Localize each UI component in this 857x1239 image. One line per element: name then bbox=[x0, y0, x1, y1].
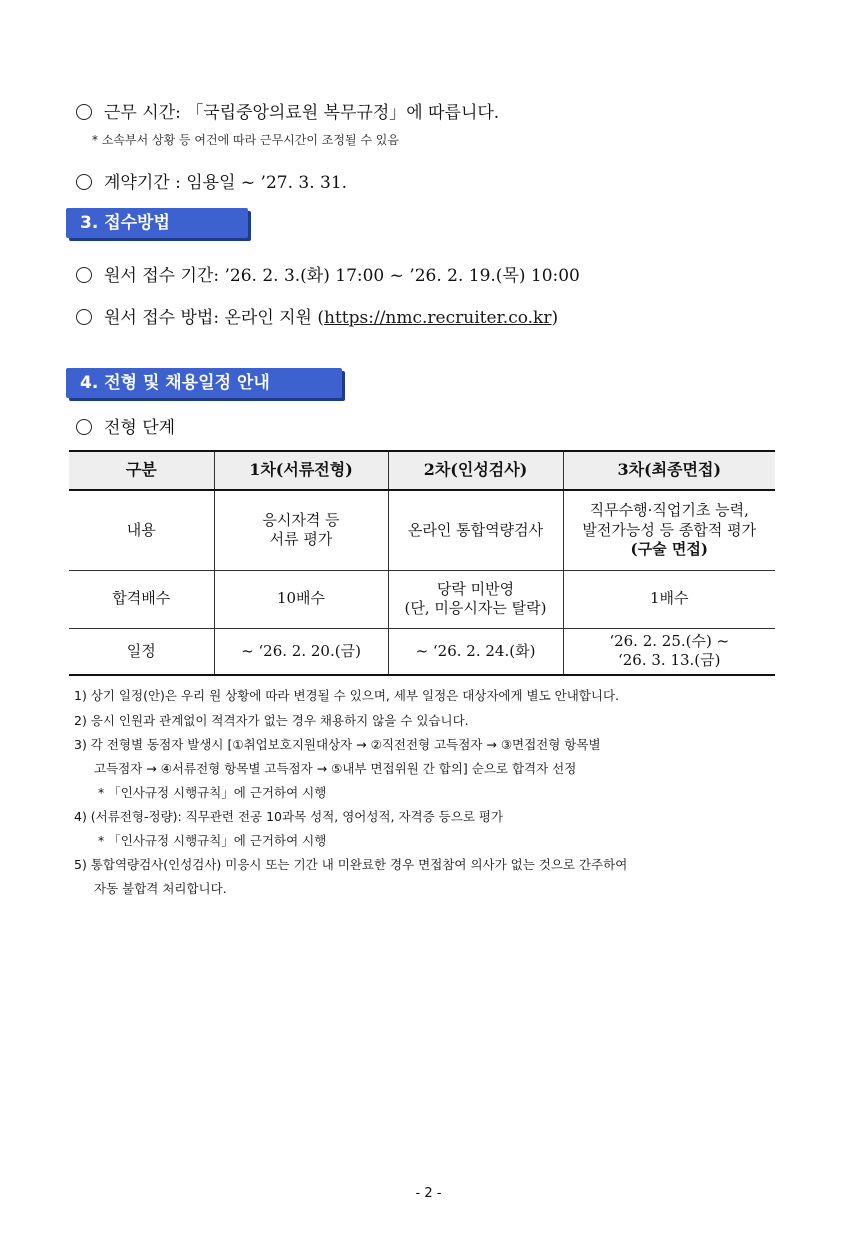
footnote-4-note: * 「인사규정 시행규칙」에 근거하여 시행 bbox=[98, 833, 327, 848]
footnote-5-continued: 자동 불합격 처리합니다. bbox=[94, 881, 227, 896]
stage-label-item bbox=[76, 413, 175, 438]
application-url-link[interactable]: https://nmc.recruiter.co.kr bbox=[324, 308, 552, 328]
footnote-3: 3) 각 전형별 동점자 발생시 [①취업보호지원대상자 → ②직전전형 고득점자 → ③면접전형 항목별 bbox=[74, 737, 601, 752]
row-label: 일정 bbox=[69, 628, 214, 675]
table-row bbox=[69, 570, 775, 628]
cell-line: 발전가능성 등 종합적 평가 bbox=[582, 520, 757, 539]
footnote-5: 5) 통합역량검사(인성검사) 미응시 또는 기간 내 미완료한 경우 면접참여 의사가 없는 것으로 간주하여 bbox=[74, 857, 628, 872]
circle-bullet-icon bbox=[76, 104, 92, 120]
footnote-2: 2) 응시 인원과 관계없이 적격자가 없는 경우 채용하지 않을 수 있습니다. bbox=[74, 713, 469, 728]
footnote-4: 4) (서류전형-정량): 직무관련 전공 10과목 성적, 영어성적, 자격증 등으로 평가 bbox=[74, 809, 504, 824]
table-row bbox=[69, 490, 775, 570]
work-hours-text: 근무 시간: 「국립중앙의료원 복무규정」에 따릅니다. bbox=[104, 103, 500, 123]
footnote-1: 1) 상기 일정(안)은 우리 원 상황에 따라 변경될 수 있으며, 세부 일정은 대상자에게 별도 안내합니다. bbox=[74, 688, 620, 703]
application-method-item bbox=[76, 303, 558, 328]
header-stage-1: 1차(서류전형) bbox=[214, 451, 388, 490]
cell-line: ~ ‘26. 2. 20.(금) bbox=[241, 641, 361, 660]
header-stage-3: 3차(최종면접) bbox=[563, 451, 775, 490]
cell-line: (구술 면접) bbox=[630, 540, 708, 558]
cell-line: ~ ‘26. 2. 24.(화) bbox=[415, 641, 536, 660]
cell-line: 온라인 통합역량검사 bbox=[407, 520, 544, 539]
circle-bullet-icon bbox=[76, 267, 92, 283]
section-4-heading: 4. 전형 및 채용일정 안내 bbox=[66, 368, 342, 398]
table-row bbox=[69, 628, 775, 675]
cell-line: 직무수행·직업기초 능력, bbox=[589, 501, 749, 519]
table-cell bbox=[388, 628, 563, 675]
schedule-table bbox=[69, 450, 775, 676]
contract-item bbox=[76, 168, 347, 193]
table-cell bbox=[388, 570, 563, 628]
cell-line: 서류 평가 bbox=[269, 530, 333, 549]
cell-line: (단, 미응시자는 탈락) bbox=[404, 599, 547, 617]
stage-label-text: 전형 단계 bbox=[104, 418, 176, 438]
table-cell bbox=[563, 628, 775, 675]
cell-line: 10배수 bbox=[276, 589, 326, 608]
footnote-3-note: * 「인사규정 시행규칙」에 근거하여 시행 bbox=[98, 785, 327, 800]
work-hours-note: * 소속부서 상황 등 여건에 따라 근무시간이 조정될 수 있음 bbox=[92, 133, 399, 147]
header-stage-2: 2차(인성검사) bbox=[388, 451, 563, 490]
table-cell bbox=[214, 570, 388, 628]
application-period-item bbox=[76, 261, 580, 286]
table-cell bbox=[563, 570, 775, 628]
table-cell bbox=[563, 490, 775, 570]
circle-bullet-icon bbox=[76, 419, 92, 435]
table-cell bbox=[214, 490, 388, 570]
cell-line: ‘26. 2. 25.(수) ~ bbox=[609, 631, 730, 650]
table-cell bbox=[388, 490, 563, 570]
table-header-row bbox=[69, 451, 775, 490]
cell-line: 1배수 bbox=[649, 589, 689, 608]
row-label: 합격배수 bbox=[69, 570, 214, 628]
application-method-prefix: 원서 접수 방법: 온라인 지원 ( bbox=[104, 308, 325, 328]
cell-line: 당락 미반영 bbox=[436, 579, 515, 598]
application-period-text: 원서 접수 기간: ’26. 2. 3.(화) 17:00 ~ ’26. 2. 19.(목) 10:00 bbox=[104, 266, 580, 286]
header-category: 구분 bbox=[69, 451, 214, 490]
application-method-suffix: ) bbox=[551, 308, 559, 328]
table-cell bbox=[214, 628, 388, 675]
page-number: - 2 - bbox=[415, 1186, 442, 1201]
footnote-3-continued: 고득점자 → ④서류전형 항목별 고득점자 → ⑤내부 면접위원 간 합의] 순으로 합격자 선정 bbox=[94, 761, 577, 776]
row-label: 내용 bbox=[69, 490, 214, 570]
circle-bullet-icon bbox=[76, 174, 92, 190]
cell-line: 응시자격 등 bbox=[262, 510, 340, 529]
cell-line: ‘26. 3. 13.(금) bbox=[617, 651, 721, 670]
circle-bullet-icon bbox=[76, 309, 92, 325]
contract-text: 계약기간 : 임용일 ~ ’27. 3. 31. bbox=[104, 173, 348, 193]
section-3-heading: 3. 접수방법 bbox=[66, 208, 248, 238]
work-hours-item bbox=[76, 98, 499, 123]
